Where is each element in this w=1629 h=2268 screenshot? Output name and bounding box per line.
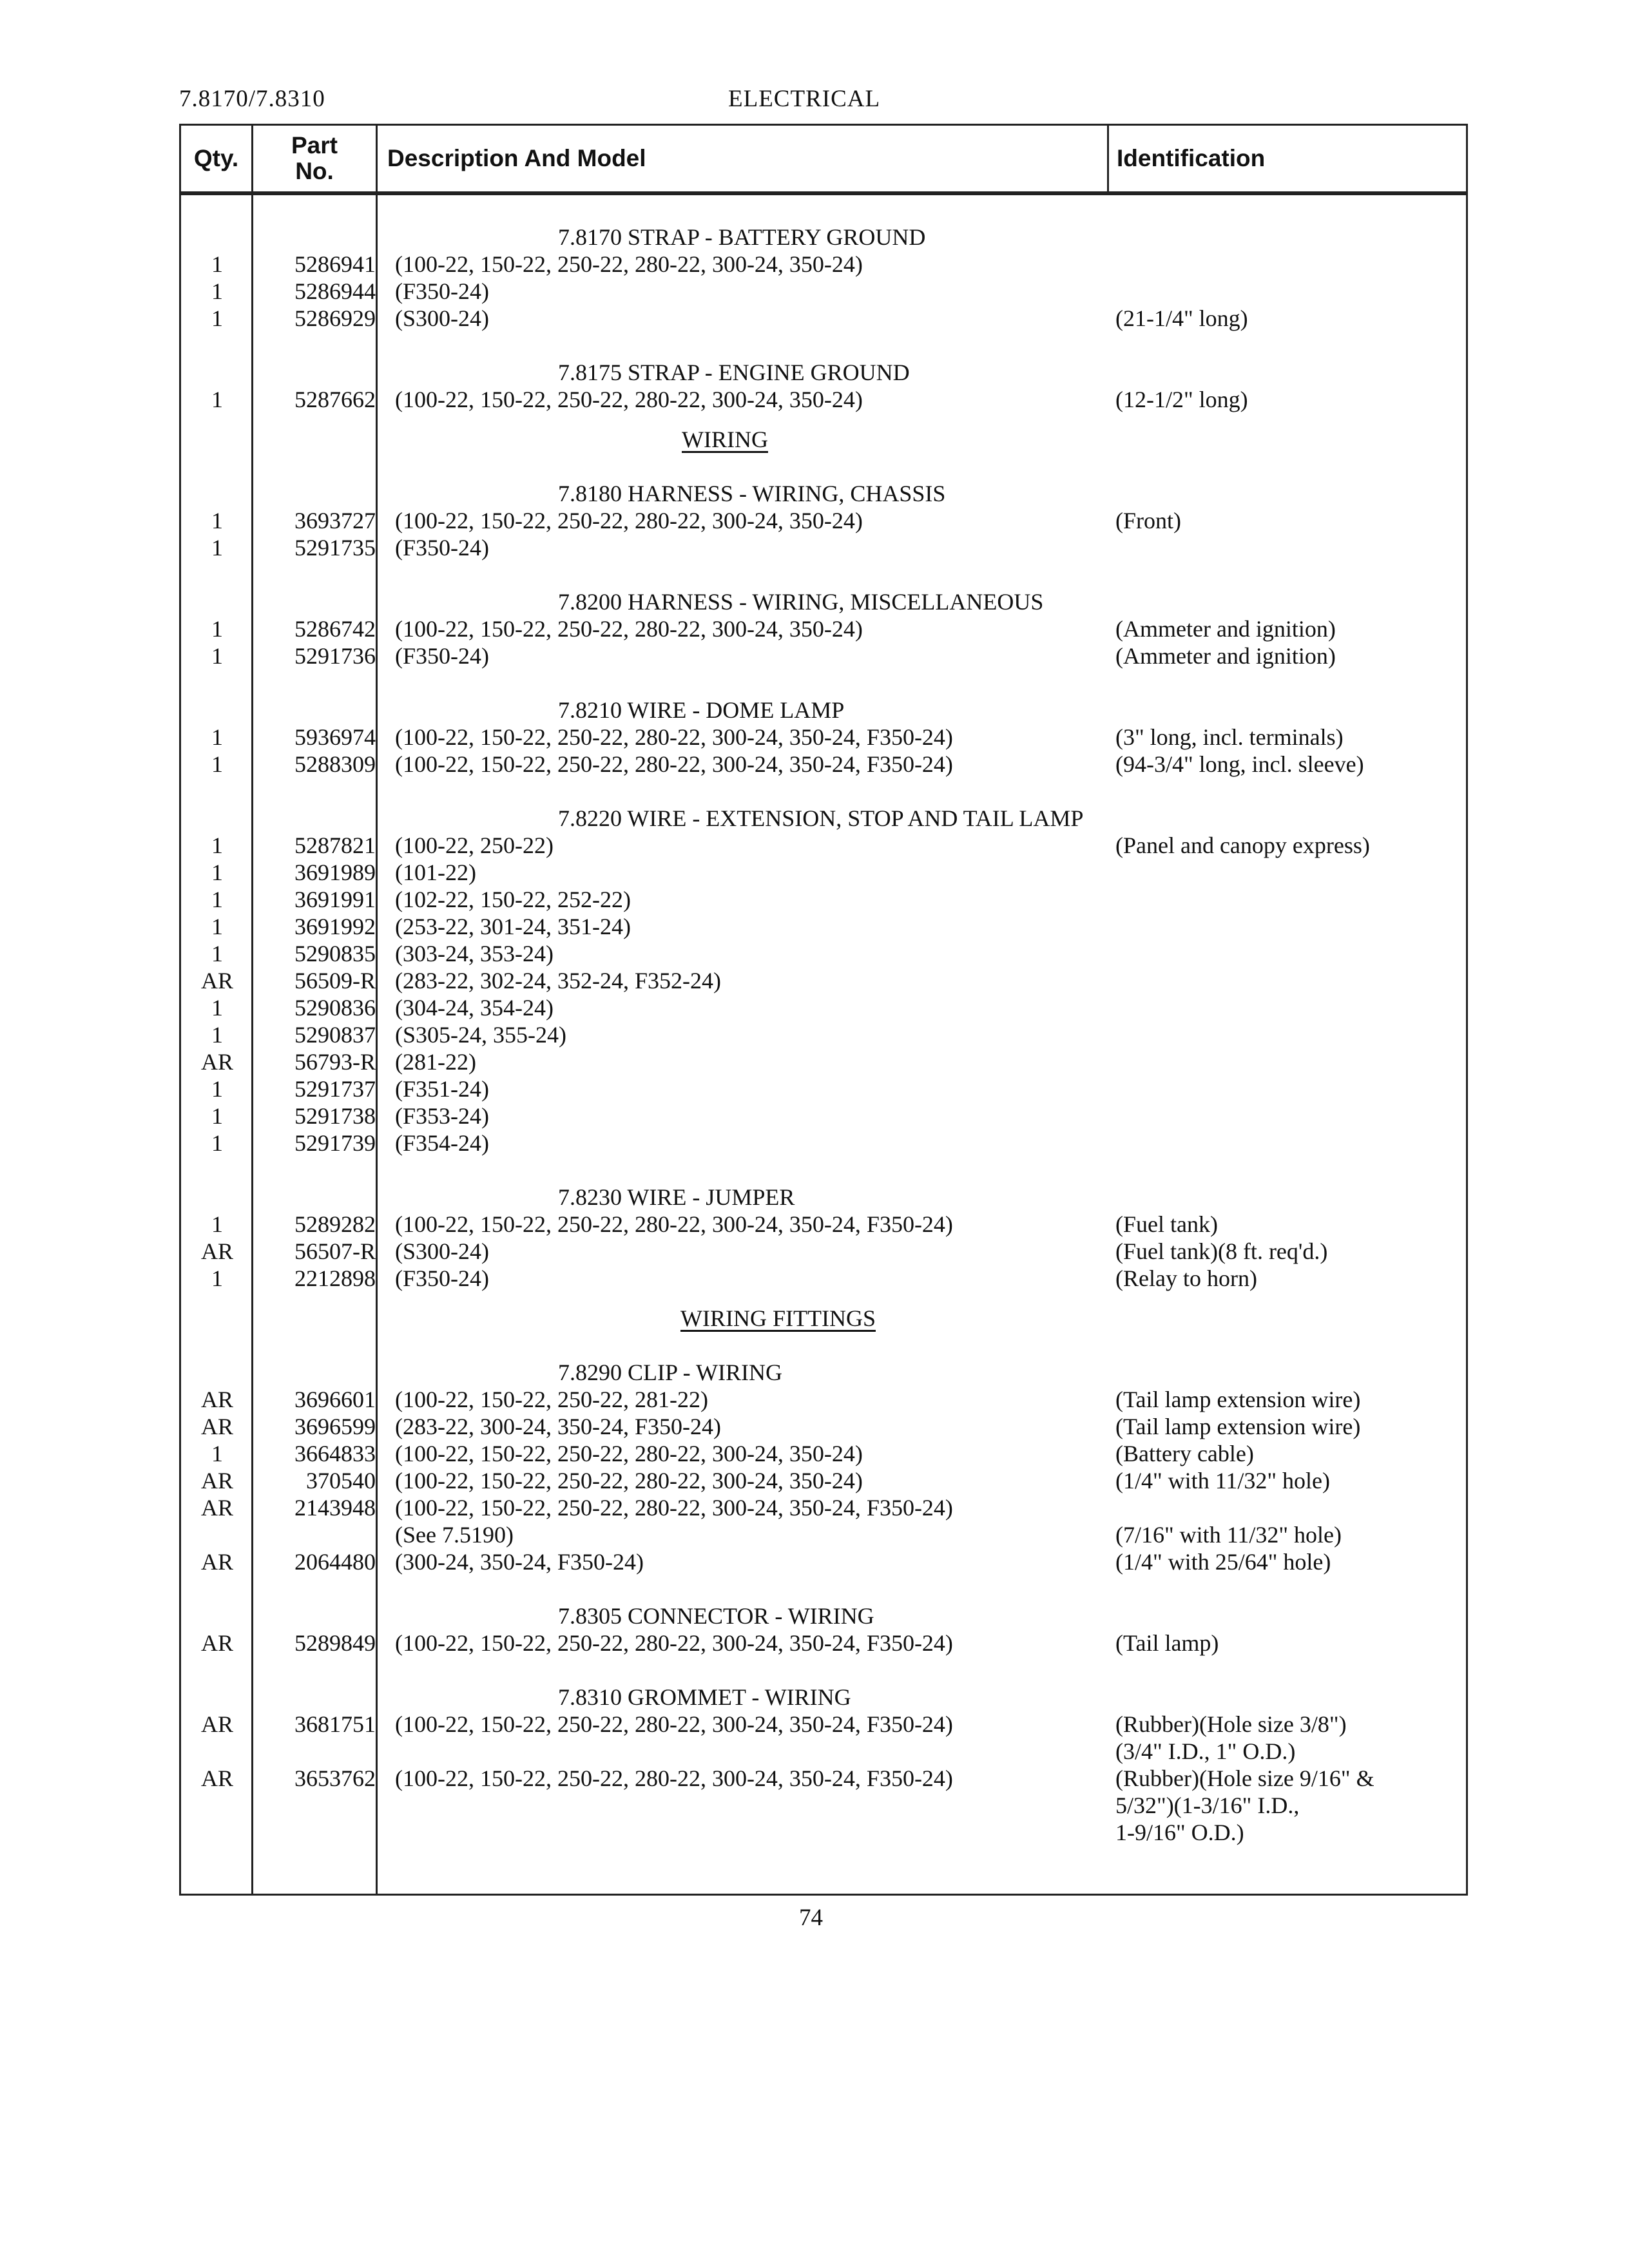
identification-cell: (Tail lamp extension wire) bbox=[1115, 1387, 1361, 1412]
part-number-cell: 3693727 bbox=[294, 508, 376, 533]
section-title: 7.8200 HARNESS - WIRING, MISCELLANEOUS bbox=[558, 589, 1044, 615]
qty-cell: 1 bbox=[211, 1022, 223, 1048]
column-header-description: Description And Model bbox=[387, 145, 646, 171]
section-title: 7.8230 WIRE - JUMPER bbox=[558, 1184, 795, 1210]
description-cell: (100-22, 150-22, 250-22, 280-22, 300-24, 350-24, F350-24) bbox=[395, 1495, 953, 1521]
part-number-cell: 2212898 bbox=[294, 1265, 376, 1291]
part-number-cell: 56793-R bbox=[294, 1049, 376, 1075]
qty-cell: 1 bbox=[211, 305, 223, 331]
table-row bbox=[181, 1765, 1466, 1792]
description-cell: (F350-24) bbox=[395, 278, 489, 304]
table-row bbox=[181, 534, 1466, 561]
table-row bbox=[181, 615, 1466, 642]
qty-cell: 1 bbox=[211, 278, 223, 304]
table-row bbox=[181, 1102, 1466, 1129]
subheading: WIRING FITTINGS bbox=[680, 1305, 876, 1331]
qty-cell: 1 bbox=[211, 535, 223, 561]
table-row bbox=[181, 1819, 1466, 1846]
qty-cell: AR bbox=[200, 1765, 233, 1791]
description-cell: (100-22, 150-22, 250-22, 280-22, 300-24, 350-24, F350-24) bbox=[395, 1765, 953, 1791]
identification-cell: (Panel and canopy express) bbox=[1115, 832, 1370, 858]
table-row bbox=[181, 305, 1466, 332]
qty-cell: 1 bbox=[211, 1103, 223, 1129]
part-number-cell: 5291738 bbox=[294, 1103, 376, 1129]
part-number-cell: 5290835 bbox=[294, 941, 376, 966]
qty-cell: AR bbox=[200, 1414, 233, 1439]
identification-cell: (3" long, incl. terminals) bbox=[1115, 724, 1344, 750]
qty-cell: 1 bbox=[211, 1211, 223, 1237]
table-row bbox=[181, 1467, 1466, 1494]
part-number-cell: 2064480 bbox=[294, 1549, 376, 1575]
identification-cell: (Relay to horn) bbox=[1115, 1265, 1257, 1291]
part-number-cell: 3696601 bbox=[294, 1387, 376, 1412]
identification-cell: (Tail lamp) bbox=[1115, 1630, 1219, 1656]
part-number-cell: 5291737 bbox=[294, 1076, 376, 1102]
identification-cell: (1/4" with 11/32" hole) bbox=[1115, 1468, 1331, 1494]
description-cell: (100-22, 150-22, 250-22, 280-22, 300-24, 350-24) bbox=[395, 616, 863, 642]
category-header: ELECTRICAL bbox=[728, 86, 881, 112]
table-row bbox=[181, 1265, 1466, 1292]
description-cell: (283-22, 302-24, 352-24, F352-24) bbox=[395, 968, 721, 994]
qty-cell: 1 bbox=[211, 1265, 223, 1291]
description-cell: (F350-24) bbox=[395, 535, 489, 561]
header-rule bbox=[181, 191, 1466, 195]
section-range-header: 7.8170/7.8310 bbox=[179, 86, 325, 112]
description-cell: (100-22, 150-22, 250-22, 280-22, 300-24, 350-24) bbox=[395, 508, 863, 533]
description-cell: (F351-24) bbox=[395, 1076, 489, 1102]
part-number-cell: 3691989 bbox=[294, 860, 376, 885]
page-number: 74 bbox=[799, 1905, 823, 1931]
part-number-cell: 5291736 bbox=[294, 643, 376, 669]
section-title: 7.8180 HARNESS - WIRING, CHASSIS bbox=[558, 481, 946, 506]
qty-cell: 1 bbox=[211, 508, 223, 533]
table-row bbox=[181, 1211, 1466, 1238]
qty-cell: AR bbox=[200, 1711, 233, 1737]
identification-cell: (Rubber)(Hole size 3/8") bbox=[1115, 1711, 1347, 1737]
table-row bbox=[181, 1711, 1466, 1738]
column-header-part bbox=[253, 126, 376, 191]
part-number-cell: 3664833 bbox=[294, 1441, 376, 1466]
qty-cell: 1 bbox=[211, 643, 223, 669]
table-row bbox=[181, 1021, 1466, 1048]
table-row bbox=[181, 967, 1466, 994]
table-row bbox=[181, 1413, 1466, 1440]
column-divider bbox=[1107, 126, 1109, 191]
qty-cell: 1 bbox=[211, 387, 223, 412]
qty-cell: AR bbox=[200, 1049, 233, 1075]
identification-cell: (Fuel tank)(8 ft. req'd.) bbox=[1115, 1238, 1328, 1264]
section-title: 7.8170 STRAP - BATTERY GROUND bbox=[558, 224, 926, 250]
qty-cell: AR bbox=[200, 1468, 233, 1494]
description-cell: (See 7.5190) bbox=[395, 1522, 514, 1548]
section-title: 7.8210 WIRE - DOME LAMP bbox=[558, 697, 845, 723]
description-cell: (S305-24, 355-24) bbox=[395, 1022, 566, 1048]
part-number-cell: 3691991 bbox=[294, 887, 376, 912]
qty-cell: 1 bbox=[211, 251, 223, 277]
table-row bbox=[181, 642, 1466, 669]
part-number-cell: 5291739 bbox=[294, 1130, 376, 1156]
table-row bbox=[181, 1238, 1466, 1265]
description-cell: (102-22, 150-22, 252-22) bbox=[395, 887, 631, 912]
description-cell: (100-22, 150-22, 250-22, 281-22) bbox=[395, 1387, 708, 1412]
description-cell: (F353-24) bbox=[395, 1103, 489, 1129]
table-row bbox=[181, 1386, 1466, 1413]
section-title: 7.8220 WIRE - EXTENSION, STOP AND TAIL LAMP bbox=[558, 805, 1084, 831]
description-cell: (253-22, 301-24, 351-24) bbox=[395, 914, 631, 939]
description-cell: (100-22, 150-22, 250-22, 280-22, 300-24, 350-24, F350-24) bbox=[395, 1630, 953, 1656]
identification-cell: (Battery cable) bbox=[1115, 1441, 1254, 1466]
section-title: 7.8310 GROMMET - WIRING bbox=[558, 1684, 851, 1710]
identification-cell: 5/32")(1-3/16" I.D., bbox=[1115, 1792, 1300, 1818]
table-row bbox=[181, 832, 1466, 859]
identification-cell: (Ammeter and ignition) bbox=[1115, 616, 1336, 642]
description-cell: (100-22, 150-22, 250-22, 280-22, 300-24, 350-24, F350-24) bbox=[395, 751, 953, 777]
description-cell: (300-24, 350-24, F350-24) bbox=[395, 1549, 644, 1575]
identification-cell: (3/4" I.D., 1" O.D.) bbox=[1115, 1738, 1296, 1764]
table-row bbox=[181, 1629, 1466, 1657]
identification-cell: 1-9/16" O.D.) bbox=[1115, 1820, 1244, 1845]
identification-cell: (94-3/4" long, incl. sleeve) bbox=[1115, 751, 1364, 777]
qty-cell: 1 bbox=[211, 860, 223, 885]
table-row bbox=[181, 278, 1466, 305]
table-row bbox=[181, 1129, 1466, 1157]
table-row bbox=[181, 724, 1466, 751]
part-number-cell: 5286929 bbox=[294, 305, 376, 331]
description-cell: (F350-24) bbox=[395, 643, 489, 669]
qty-cell: 1 bbox=[211, 887, 223, 912]
identification-cell: (Fuel tank) bbox=[1115, 1211, 1218, 1237]
parts-table bbox=[179, 124, 1468, 1896]
description-cell: (F350-24) bbox=[395, 1265, 489, 1291]
part-number-cell: 2143948 bbox=[294, 1495, 376, 1521]
description-cell: (304-24, 354-24) bbox=[395, 995, 554, 1021]
qty-cell: AR bbox=[200, 1630, 233, 1656]
table-row bbox=[181, 940, 1466, 967]
part-number-cell: 3696599 bbox=[294, 1414, 376, 1439]
table-row bbox=[181, 1738, 1466, 1765]
identification-cell: (1/4" with 25/64" hole) bbox=[1115, 1549, 1331, 1575]
part-number-cell: 5290837 bbox=[294, 1022, 376, 1048]
description-cell: (101-22) bbox=[395, 860, 476, 885]
part-number-cell: 5291735 bbox=[294, 535, 376, 561]
qty-cell: 1 bbox=[211, 1130, 223, 1156]
part-number-cell: 5286944 bbox=[294, 278, 376, 304]
qty-cell: 1 bbox=[211, 941, 223, 966]
subheading: WIRING bbox=[682, 427, 768, 452]
description-cell: (100-22, 150-22, 250-22, 280-22, 300-24, 350-24, F350-24) bbox=[395, 724, 953, 750]
section-title: 7.8290 CLIP - WIRING bbox=[558, 1360, 782, 1385]
column-header-part-label: Part No. bbox=[291, 132, 338, 184]
part-number-cell: 56507-R bbox=[294, 1238, 376, 1264]
table-row bbox=[181, 251, 1466, 278]
table-row bbox=[181, 1548, 1466, 1575]
qty-cell: 1 bbox=[211, 1441, 223, 1466]
description-cell: (100-22, 150-22, 250-22, 280-22, 300-24, 350-24) bbox=[395, 251, 863, 277]
column-header-identification: Identification bbox=[1117, 145, 1266, 171]
section-title: 7.8305 CONNECTOR - WIRING bbox=[558, 1603, 874, 1629]
part-number-cell: 5288309 bbox=[294, 751, 376, 777]
qty-cell: AR bbox=[200, 968, 233, 994]
description-cell: (100-22, 150-22, 250-22, 280-22, 300-24, 350-24, F350-24) bbox=[395, 1711, 953, 1737]
description-cell: (303-24, 353-24) bbox=[395, 941, 554, 966]
qty-cell: 1 bbox=[211, 724, 223, 750]
qty-cell: AR bbox=[200, 1387, 233, 1412]
qty-cell: 1 bbox=[211, 1076, 223, 1102]
table-row bbox=[181, 913, 1466, 940]
part-number-cell: 5289282 bbox=[294, 1211, 376, 1237]
identification-cell: (21-1/4" long) bbox=[1115, 305, 1248, 331]
part-number-cell: 5287662 bbox=[294, 387, 376, 412]
description-cell: (100-22, 150-22, 250-22, 280-22, 300-24, 350-24) bbox=[395, 1468, 863, 1494]
part-number-cell: 5289849 bbox=[294, 1630, 376, 1656]
qty-cell: 1 bbox=[211, 751, 223, 777]
identification-cell: (12-1/2" long) bbox=[1115, 387, 1248, 412]
identification-cell: (Tail lamp extension wire) bbox=[1115, 1414, 1361, 1439]
table-row bbox=[181, 751, 1466, 778]
description-cell: (100-22, 250-22) bbox=[395, 832, 554, 858]
part-number-cell: 5286742 bbox=[294, 616, 376, 642]
table-row bbox=[181, 886, 1466, 913]
column-header-qty: Qty. bbox=[193, 145, 239, 171]
identification-cell: (Ammeter and ignition) bbox=[1115, 643, 1336, 669]
table-row bbox=[181, 1494, 1466, 1521]
identification-cell: (7/16" with 11/32" hole) bbox=[1115, 1522, 1342, 1548]
part-number-cell: 5287821 bbox=[294, 832, 376, 858]
qty-cell: 1 bbox=[211, 616, 223, 642]
table-row bbox=[181, 1440, 1466, 1467]
table-row bbox=[181, 1048, 1466, 1075]
table-row bbox=[181, 859, 1466, 886]
table-row bbox=[181, 1792, 1466, 1819]
description-cell: (S300-24) bbox=[395, 1238, 489, 1264]
identification-cell: (Rubber)(Hole size 9/16" & bbox=[1115, 1765, 1374, 1791]
qty-cell: 1 bbox=[211, 914, 223, 939]
qty-cell: AR bbox=[200, 1238, 233, 1264]
description-cell: (F354-24) bbox=[395, 1130, 489, 1156]
part-number-cell: 370540 bbox=[306, 1468, 376, 1494]
description-cell: (100-22, 150-22, 250-22, 280-22, 300-24, 350-24, F350-24) bbox=[395, 1211, 953, 1237]
description-cell: (283-22, 300-24, 350-24, F350-24) bbox=[395, 1414, 721, 1439]
qty-cell: 1 bbox=[211, 832, 223, 858]
table-row bbox=[181, 1521, 1466, 1548]
description-cell: (100-22, 150-22, 250-22, 280-22, 300-24, 350-24) bbox=[395, 1441, 863, 1466]
part-number-cell: 5286941 bbox=[294, 251, 376, 277]
part-number-cell: 3653762 bbox=[294, 1765, 376, 1791]
section-title: 7.8175 STRAP - ENGINE GROUND bbox=[558, 360, 910, 385]
description-cell: (S300-24) bbox=[395, 305, 489, 331]
part-number-cell: 5936974 bbox=[294, 724, 376, 750]
qty-cell: 1 bbox=[211, 995, 223, 1021]
part-number-cell: 56509-R bbox=[294, 968, 376, 994]
table-row bbox=[181, 386, 1466, 413]
table-row bbox=[181, 1075, 1466, 1102]
part-number-cell: 3691992 bbox=[294, 914, 376, 939]
identification-cell: (Front) bbox=[1115, 508, 1181, 533]
qty-cell: AR bbox=[200, 1549, 233, 1575]
part-number-cell: 5290836 bbox=[294, 995, 376, 1021]
description-cell: (281-22) bbox=[395, 1049, 476, 1075]
table-row bbox=[181, 507, 1466, 534]
part-number-cell: 3681751 bbox=[294, 1711, 376, 1737]
description-cell: (100-22, 150-22, 250-22, 280-22, 300-24, 350-24) bbox=[395, 387, 863, 412]
qty-cell: AR bbox=[200, 1495, 233, 1521]
table-row bbox=[181, 994, 1466, 1021]
